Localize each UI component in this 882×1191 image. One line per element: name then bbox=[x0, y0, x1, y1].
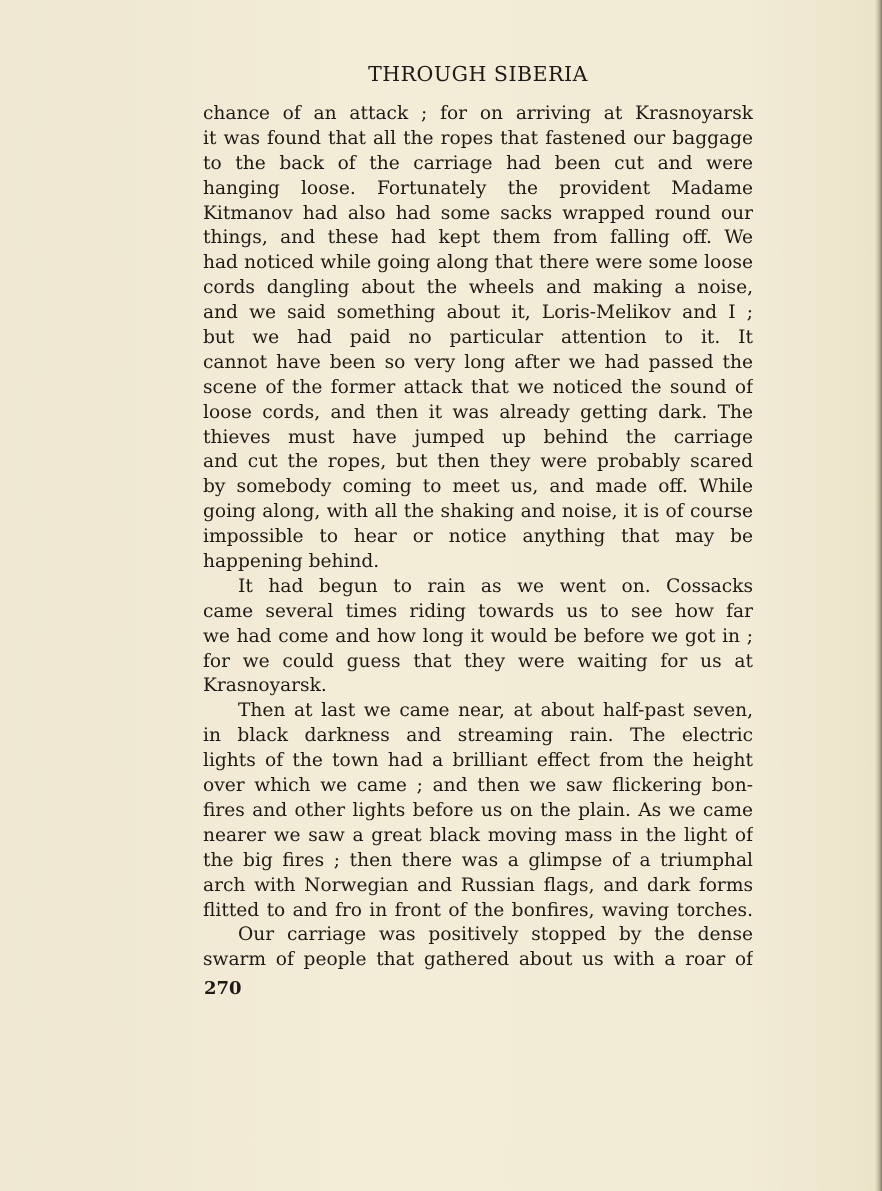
text-line: scene of the former attack that we noticed the sound of bbox=[203, 376, 753, 398]
text-line: came several times riding towards us to see how far bbox=[203, 600, 753, 622]
text-line: the big fires ; then there was a glimpse of a triumphal bbox=[203, 849, 753, 871]
text-line: It had begun to rain as we went on. Cossacks bbox=[238, 575, 753, 597]
text-line: to the back of the carriage had been cut and were bbox=[203, 152, 753, 174]
text-line: things, and these had kept them from falling off. We bbox=[203, 227, 753, 249]
text-line: by somebody coming to meet us, and made off. While bbox=[203, 476, 753, 498]
text-line: but we had paid no particular attention to it. It bbox=[203, 327, 753, 349]
text-line: swarm of people that gathered about us with a roar of bbox=[203, 949, 753, 971]
text-line: cannot have been so very long after we had passed the bbox=[203, 351, 753, 373]
text-line: arch with Norwegian and Russian flags, and dark forms bbox=[203, 874, 753, 896]
text-line: cords dangling about the wheels and making a noise, bbox=[203, 277, 753, 299]
body-text bbox=[203, 102, 753, 973]
text-line: hanging loose. Fortunately the provident Madame bbox=[203, 177, 753, 199]
text-line: chance of an attack ; for on arriving at Krasnoyarsk bbox=[203, 103, 753, 124]
text-line: nearer we saw a great black moving mass in the light of bbox=[203, 824, 753, 846]
text-line: it was found that all the ropes that fastened our baggage bbox=[203, 127, 753, 149]
text-line: for we could guess that they were waiting for us at bbox=[203, 650, 753, 672]
text-line: we had come and how long it would be before we got in ; bbox=[203, 625, 753, 647]
text-line: Krasnoyarsk. bbox=[203, 675, 327, 697]
text-line: Then at last we came near, at about half-past seven, bbox=[238, 700, 753, 722]
page-edge-shadow bbox=[875, 0, 882, 1191]
text-line: impossible to hear or notice anything that may be bbox=[203, 526, 753, 548]
text-line: lights of the town had a brilliant effect from the height bbox=[203, 750, 753, 772]
text-line: had noticed while going along that there were some loose bbox=[203, 252, 753, 274]
text-line: going along, with all the shaking and noise, it is of course bbox=[203, 501, 753, 523]
text-line: fires and other lights before us on the plain. As we came bbox=[203, 799, 753, 821]
text-line: happening behind. bbox=[203, 551, 380, 573]
text-line: and cut the ropes, but then they were probably scared bbox=[203, 451, 753, 473]
text-line: thieves must have jumped up behind the carriage bbox=[203, 426, 753, 448]
page-number: 270 bbox=[204, 978, 242, 999]
text-line: in black darkness and streaming rain. The electric bbox=[203, 725, 753, 747]
text-line: Kitmanov had also had some sacks wrapped round our bbox=[203, 202, 753, 224]
running-head: THROUGH SIBERIA bbox=[368, 62, 588, 86]
text-line: over which we came ; and then we saw flickering bon- bbox=[203, 775, 753, 797]
text-line: and we said something about it, Loris-Melikov and I ; bbox=[203, 302, 753, 324]
text-line: flitted to and fro in front of the bonfires, waving torches. bbox=[203, 899, 753, 921]
text-line: loose cords, and then it was already getting dark. The bbox=[203, 401, 753, 423]
text-line: Our carriage was positively stopped by the dense bbox=[238, 924, 753, 946]
